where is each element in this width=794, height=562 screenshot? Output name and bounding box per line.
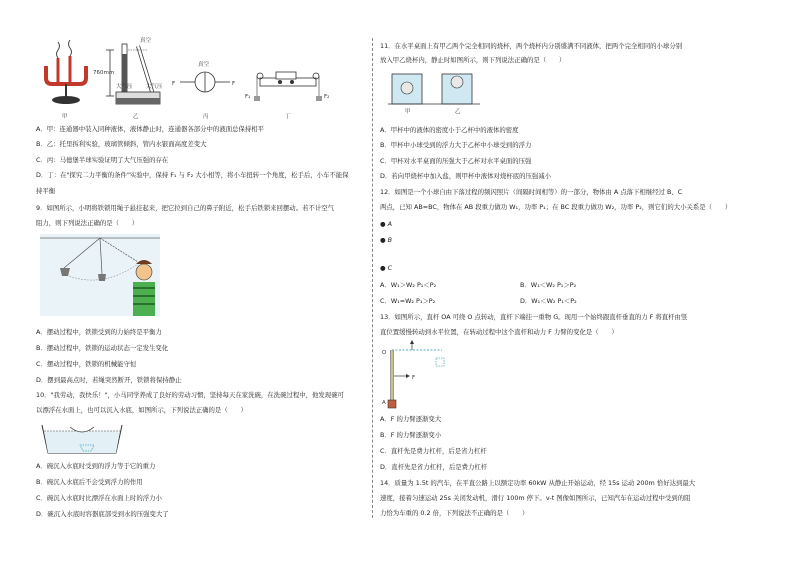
q9-option-c: C．摆动过程中，铁锁的机械能守恒 (36, 360, 137, 368)
q10-stem-2: 以漂浮在水面上，也可以沉入水底，如图所示，下列说法正确的是（ ） (36, 406, 247, 414)
f2-label: F₂ (324, 94, 330, 100)
q8-figure-svg (40, 36, 340, 122)
q12-point-b: ● B (380, 236, 392, 244)
q9-figure (40, 234, 160, 316)
fig-label-a: 甲 (62, 114, 68, 120)
beaker-label-a: 甲 (405, 109, 411, 115)
f1-label: F₁ (245, 94, 251, 100)
column-divider (372, 38, 374, 518)
q12-option-c: C．W₁=W₂ P₁＞P₂ (380, 297, 436, 305)
q9-option-d: D．摆到最高点时，若绳突然断开，铁锁将保持静止 (36, 376, 182, 384)
q13-option-a: A．F 的力臂逐渐变大 (380, 415, 442, 423)
q9-option-b: B．摆动过程中，铁锁的运动状态一定发生变化 (36, 344, 169, 352)
q11-stem-2: 放入甲乙烧杯内，静止时如图所示，则下列说法正确的是（ ） (380, 56, 566, 64)
q13-stem-1: 13．如图所示，直杆 OA 可绕 O 点转动，直杆下端挂一重物 G。现用一个始终跟直杆垂直的力 F 将直杆由竖 (380, 313, 688, 321)
mm760-label: 760mm (93, 70, 115, 76)
vacuum-label: 真空 (140, 38, 152, 44)
q10-stem-1: 10．"我劳动，我快乐！"，小马同学养成了良好的劳动习惯，坚持每天在家洗碗，在洗碗过程中，他发现碗可 (36, 391, 344, 399)
q12-stem-1: 12．如图是一个小球自由下落过程的频闪照片（间隔时间相等）的一部分，物体由 A 点落下相继经过 B、C (380, 188, 683, 196)
lever-a-label: A (382, 400, 386, 406)
q10-option-b: B．碗沉入水底后不会受到浮力的作用 (36, 478, 143, 486)
lever-figure-svg (382, 342, 452, 410)
q11-option-b: B．甲杯中小球受到的浮力大于乙杯中小球受到的浮力 (380, 141, 532, 149)
cart-figure (245, 72, 329, 101)
lever-f-label: F (412, 375, 416, 381)
point-a-label: A (387, 220, 392, 228)
q8-option-d-cont: 持平衡 (36, 187, 56, 195)
q10-option-a: A．碗沉入水底时受到的浮力等于它的重力 (36, 462, 156, 470)
lever-o-label: O (382, 350, 387, 356)
pendulum-figure-svg (40, 234, 160, 316)
beaker-label-b: 乙 (455, 109, 461, 115)
q10-option-d: D．碗沉入水底时容器底部受到水的压强变大了 (36, 510, 169, 518)
atm-label-1: 大气压 (116, 84, 133, 90)
q11-figure (388, 70, 488, 116)
magdeburg-figure (172, 60, 235, 92)
q13-option-c: C．直杆先是费力杠杆，后是省力杠杆 (380, 447, 487, 455)
q12-point-a: ● A (380, 220, 392, 228)
point-b-label: B (387, 236, 392, 244)
q13-stem-2: 直位置缓慢转动到水平位置，在转动过程中这个直杆和动力 F 力臂的变化是（ ） (380, 328, 618, 336)
force-label-1: F (172, 81, 176, 87)
q14-stem-2: 速度，接着匀速运动 25s 关闭发动机，滑行 100m 停下。v-t 图像如图所示，已知汽车在运动过程中受到的阻 (380, 494, 691, 502)
basin-figure-svg (40, 421, 124, 457)
q14-stem-3: 力恰为车重的 0.2 倍，下列说法不正确的是（ ） (380, 509, 529, 517)
q8-option-b: B．乙：托里拆利实验，玻璃管倾斜，管内水银面高度差变大 (36, 140, 207, 148)
vacuum-label-2: 真空 (198, 62, 210, 68)
q9-stem-2: 阻力，则下列说法正确的是（ ） (36, 219, 139, 227)
q8-option-a: A．甲：连通器中装入同种液体，液体静止时，连通器各部分中的液面总保持相平 (36, 125, 265, 133)
fig-label-b: 乙 (133, 114, 139, 120)
q12-point-c: ● C (380, 264, 393, 272)
q11-stem-1: 11．在水平桌面上有甲乙两个完全相同的烧杯，两个烧杯内分别盛满不同液体，把两个完全相同的小球分别 (380, 42, 683, 50)
q10-option-c: C．碗沉入水底时比漂浮在水面上时的浮力小 (36, 494, 162, 502)
q12-option-b: B．W₁＜W₂ P₁＞P₂ (520, 281, 577, 289)
point-c-label: C (387, 264, 393, 272)
q12-option-d: D．W₁＜W₂ P₁＜P₂ (520, 297, 577, 305)
q10-figure (40, 421, 124, 457)
q11-option-d: D．若向甲烧杯中加入盐，则甲杯中液体对烧杯底的压强减小 (380, 172, 552, 180)
q11-option-c: C．甲杯对水平桌面的压强大于乙杯对水平桌面的压强 (380, 157, 532, 165)
q9-option-a: A．摆动过程中，铁锁受到的力始终是平衡力 (36, 328, 162, 336)
fig-label-c: 丙 (203, 114, 209, 120)
q14-stem-1: 14．质量为 1.5t 的汽车，在平直公路上以额定功率 60kW 从静止开始运动，经 15s 运动 200m 恰好达到最大 (380, 479, 696, 487)
q13-figure (382, 342, 452, 410)
q9-stem-1: 9．如图所示，小明将铁锁用绳子悬挂起来，把它拉到自己的鼻子附近，松手后铁锁来回摆动。若不计空气 (36, 204, 335, 212)
force-label-2: F (232, 81, 236, 87)
connector-vessel-figure (46, 40, 86, 104)
torricelli-figure (93, 36, 163, 104)
q8-option-c: C．丙：马德堡半球实验证明了大气压强的存在 (36, 156, 169, 164)
beakers-figure-svg (388, 70, 488, 116)
q8-figures (40, 36, 340, 122)
q12-option-a: A．W₁＞W₂ P₁＜P₂ (380, 281, 437, 289)
q13-option-b: B．F 的力臂逐渐变小 (380, 431, 442, 439)
q12-stem-2: 两点，已知 AB=BC，物体在 AB 段重力做功 W₁，功率 P₁；在 BC 段重力做功 W₂，功率 P₂，则它们的大小关系是（ ） (380, 203, 732, 211)
fig-label-d: 丁 (285, 114, 291, 120)
q8-option-d: D．丁：在"探究二力平衡的条件"实验中，保持 F₁ 与 F₂ 大小相等，将小车扭转一个角度，松手后，小车不能保 (36, 171, 349, 179)
q11-option-a: A．甲杯中的液体的密度小于乙杯中的液体的密度 (380, 126, 519, 134)
q13-option-d: D．直杆先是省力杠杆，后是费力杠杆 (380, 463, 488, 471)
atm-label-2: 大气压 (146, 84, 163, 90)
